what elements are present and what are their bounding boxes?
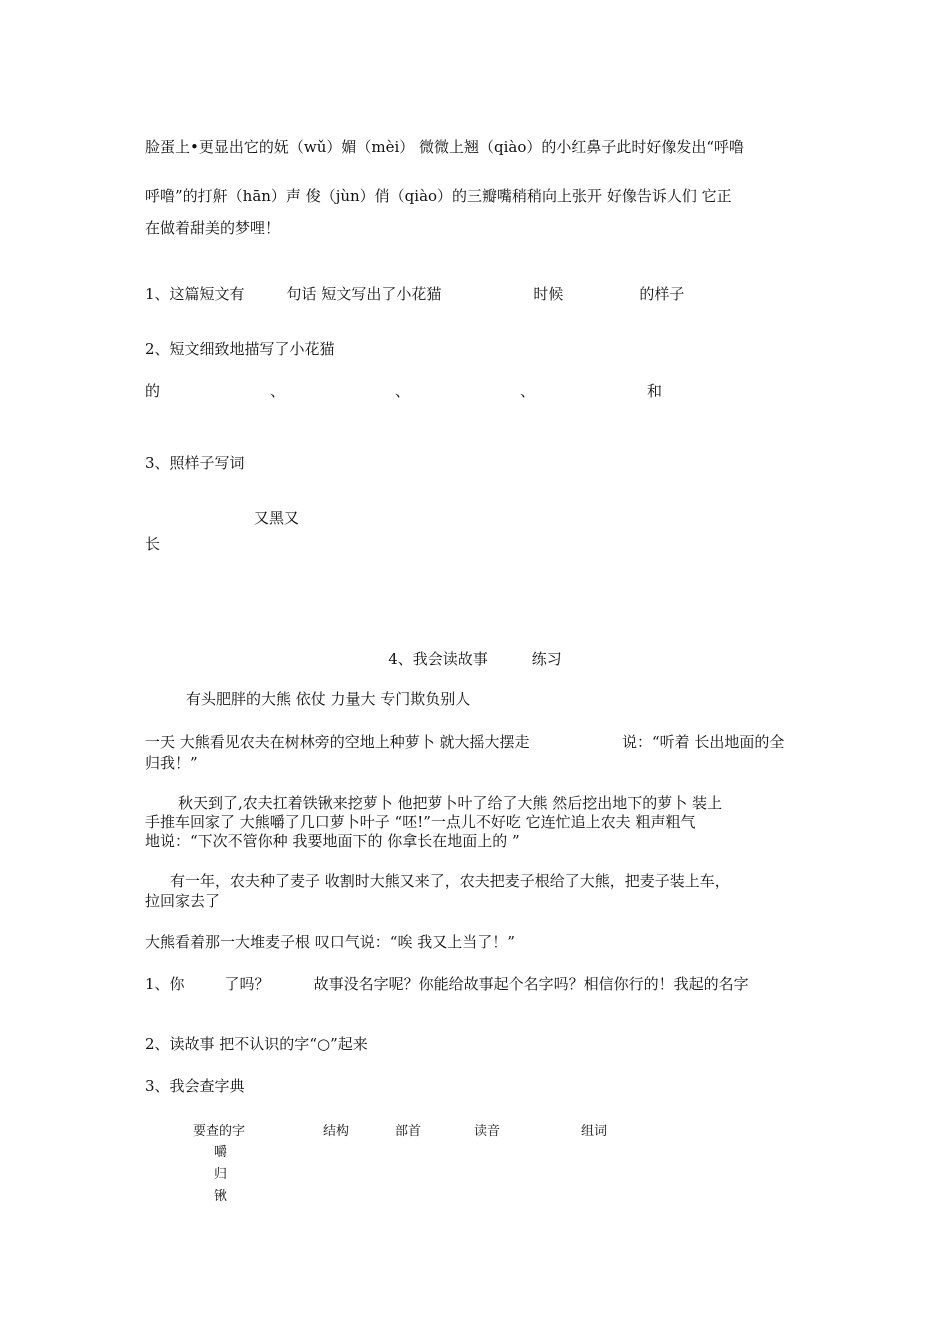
q1-part-4: 的样子 <box>639 285 685 303</box>
question-3-label: 3、照样子写词 <box>145 454 245 472</box>
q1-part-1: 1、这篇短文有 <box>145 285 245 303</box>
exercise-1 <box>145 975 749 993</box>
q1-part-2: 句话 短文写出了小花猫 <box>286 285 442 303</box>
exercise-3: 3、我会查字典 <box>145 1077 245 1095</box>
q2-he: 和 <box>647 382 663 400</box>
q2-de: 的 <box>145 382 161 400</box>
q2-separator-3: 、 <box>520 382 536 400</box>
question-1 <box>145 285 684 303</box>
q3-example-word-end: 长 <box>145 535 161 553</box>
exercise-1-c: 故事没名字呢？你能给故事起个名字吗？相信你行的！我起的名字 <box>313 975 749 993</box>
table-header-pronunciation: 读音 <box>474 1124 501 1139</box>
passage-line-2: 呼噜”的打鼾（hān）声 俊（jùn）俏（qiào）的三瓣嘴稍稍向上张开 好像告诉人们 它正 <box>145 187 732 205</box>
story-para-2-line-1: 秋天到了,农夫扛着铁锹来挖萝卜 他把萝卜叶了给了大熊 然后挖出地下的萝卜 装上 <box>178 794 723 812</box>
passage-line-3: 在做着甜美的梦哩！ <box>145 219 281 237</box>
question-2-label: 2、短文细致地描写了小花猫 <box>145 340 335 358</box>
story-para-2-line-3: 地说：“下次不管你种 我要地面下的 你拿长在地面上的 ” <box>145 832 520 850</box>
table-header-structure: 结构 <box>323 1124 350 1139</box>
exercise-1-b: 了吗？ <box>224 975 270 993</box>
table-header-words: 组词 <box>581 1124 608 1139</box>
story-para-3-line-1: 有一年，农夫种了麦子 收割时大熊又来了，农夫把麦子根给了大熊，把麦子装上车， <box>170 872 730 890</box>
section-4-title-b: 练习 <box>531 650 562 668</box>
section-4-title <box>0 650 950 668</box>
table-header-radical: 部首 <box>395 1124 422 1139</box>
section-4-title-a: 4、我会读故事 <box>388 650 488 668</box>
passage-line-1: 脸蛋上•更显出它的妩（wǔ）媚（mèi） 微微上翘（qiào）的小红鼻子此时好像发出“呼噜 <box>145 138 745 156</box>
q2-separator-2: 、 <box>395 382 411 400</box>
q2-separator-1: 、 <box>270 382 286 400</box>
story-para-4: 大熊看着那一大堆麦子根 叹口气说：“唉 我又上当了！” <box>145 933 515 951</box>
story-sentence-1: 有头肥胖的大熊 依仗 力量大 专门欺负别人 <box>186 690 471 708</box>
story-sentence-2b: 说：“听着 长出地面的全 <box>622 733 785 751</box>
q3-example-word: 又黑又 <box>254 509 300 527</box>
story-para-2-line-2: 手推车回家了 大熊嚼了几口萝卜叶子 “呸!”一点儿不好吃 它连忙追上农夫 粗声粗气 <box>145 813 696 831</box>
q1-part-3: 时候 <box>533 285 564 303</box>
table-row-char: 归 <box>214 1167 228 1182</box>
story-sentence-2c: 归我！” <box>145 754 198 772</box>
table-header-char: 要查的字 <box>193 1124 246 1139</box>
story-sentence-2a: 一天 大熊看见农夫在树林旁的空地上种萝卜 就大摇大摆走 <box>145 733 530 751</box>
exercise-1-a: 1、你 <box>145 975 185 993</box>
table-row-char: 嚼 <box>214 1145 228 1160</box>
table-row-char: 锹 <box>214 1189 228 1204</box>
story-para-3-line-2: 拉回家去了 <box>145 892 221 910</box>
exercise-2: 2、读故事 把不认识的字“○”起来 <box>145 1035 368 1053</box>
